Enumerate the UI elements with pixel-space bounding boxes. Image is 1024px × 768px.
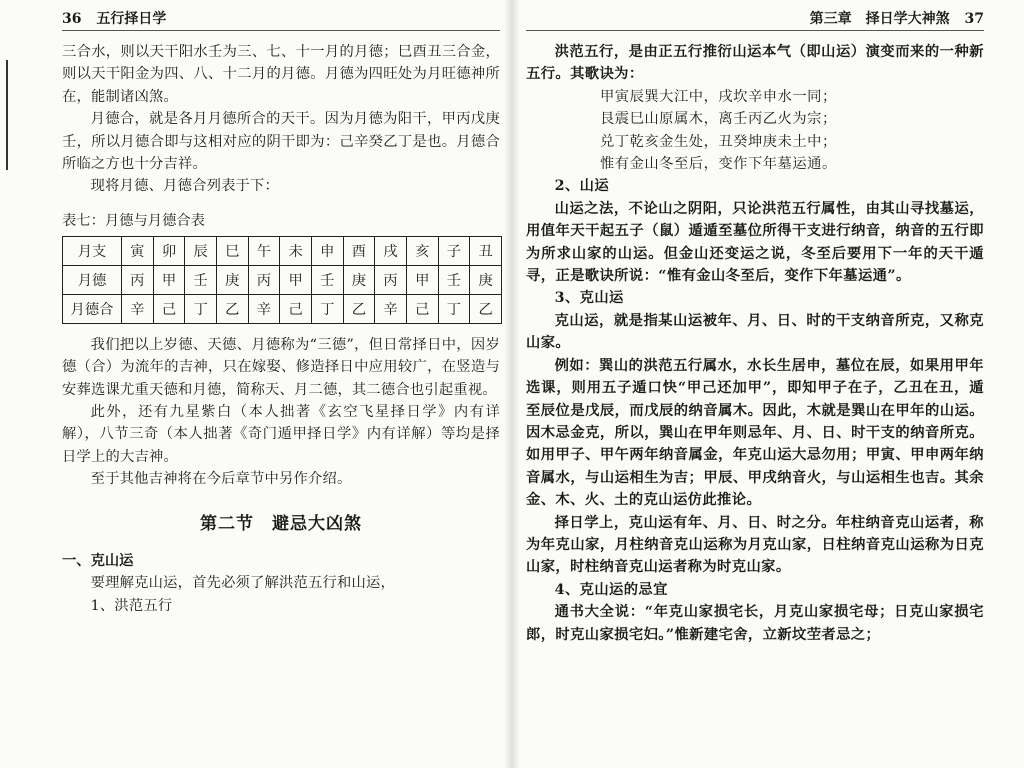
table-cell: 丙	[375, 265, 407, 294]
right-subheading-3: 4、克山运的忌宜	[554, 581, 668, 598]
table-cell: 酉	[343, 236, 375, 265]
table-cell: 己	[153, 294, 185, 323]
table-cell: 壬	[185, 265, 217, 294]
table-cell: 壬	[311, 265, 343, 294]
table-cell: 甲	[280, 265, 312, 294]
left-running-title: 五行择日学	[96, 11, 167, 27]
left-page-number: 36	[62, 11, 82, 27]
table-cell: 己	[280, 294, 312, 323]
table-cell: 丙	[122, 265, 154, 294]
left-paragraph-6: 至于其他吉神将在今后章节中另作介绍。	[90, 471, 352, 488]
table-cell: 壬	[438, 265, 470, 294]
table-cell: 乙	[216, 294, 248, 323]
table-cell: 巳	[216, 236, 248, 265]
right-running-title: 第三章 择日学大神煞	[809, 11, 950, 27]
table-caption: 表七：月德与月德合表	[62, 212, 205, 229]
table-cell: 庚	[343, 265, 375, 294]
right-running-head	[526, 8, 984, 31]
left-subheading-1: 一、克山运	[62, 552, 134, 569]
table-row	[63, 294, 502, 323]
verse-line: 兑丁乾亥金生处，丑癸坤庚未土中；	[600, 133, 837, 150]
table-cell: 甲	[406, 265, 438, 294]
table-cell: 丑	[470, 236, 502, 265]
table-row-header: 月支	[63, 236, 122, 265]
table-cell: 乙	[470, 294, 502, 323]
right-subheading-1: 2、山运	[554, 178, 610, 195]
right-subheading-2: 3、克山运	[554, 290, 624, 307]
right-paragraph-6: 通书大全说：“年克山家损宅长，月克山家损宅母；日克山家损宅郎，时克山家损宅妇。”惟新建宅舍，立新坟茔者忌之；	[526, 604, 984, 643]
table-cell: 丙	[248, 265, 280, 294]
table-cell: 申	[311, 236, 343, 265]
table-cell: 甲	[153, 265, 185, 294]
table-row-header: 月德合	[63, 294, 122, 323]
verse-line: 惟有金山冬至后，变作下年墓运通。	[600, 156, 837, 173]
monthly-virtue-table	[62, 236, 502, 324]
left-paragraph-5: 此外，还有九星紫白（本人拙著《玄空飞星择日学》内有详解），八节三奇（本人拙著《奇门遁甲择日学》内有详解）等均是择日学上的大吉神。	[62, 404, 500, 465]
left-paragraph-4: 我们把以上岁德、天德、月德称为“三德”，但日常择日中，因岁德（合）为流年的吉神，只在嫁娶、修造择日中应用较广，在竖造与安葬选课尤重天德和月德，简称天、月二德，其二德合也引起重视。	[62, 336, 500, 398]
table-cell: 丁	[311, 294, 343, 323]
table-cell: 丁	[438, 294, 470, 323]
table-row	[63, 265, 502, 294]
right-paragraph-2: 山运之法，不论山之阴阳，只论洪范五行属性，由其山寻找墓运，用值年天干起五子（鼠）遁遁至墓位所得干支进行纳音，纳音的五行即为所求山家的山运。但金山还变运之说，冬至后要用下一年的天干遁寻，正是歌诀所说：“惟有金山冬至后，变作下年墓运通”。	[526, 200, 984, 285]
verse-line: 甲寅辰巽大江中，戌坎辛申水一同；	[600, 88, 837, 105]
left-paragraph-2: 月德合，就是各月月德所合的天干。因为月德为阳干，甲丙戊庚壬，所以月德合即与这相对应的阴干即为：己辛癸乙丁是也。月德合所临之方也十分吉祥。	[62, 111, 500, 173]
table-cell: 午	[248, 236, 280, 265]
table-cell: 寅	[122, 236, 154, 265]
table-cell: 子	[438, 236, 470, 265]
right-page	[512, 0, 1024, 768]
table-cell: 戌	[375, 236, 407, 265]
table-row	[63, 236, 502, 265]
table-cell: 亥	[406, 236, 438, 265]
table-cell: 庚	[470, 265, 502, 294]
section-title: 第二节 避忌大凶煞	[200, 513, 362, 534]
table-cell: 庚	[216, 265, 248, 294]
left-paragraph-3: 现将月德、月德合列表于下：	[90, 178, 280, 195]
left-paragraph-7: 要理解克山运，首先必须了解洪范五行和山运，	[90, 575, 396, 592]
table-cell: 未	[280, 236, 312, 265]
right-paragraph-4: 例如：巽山的洪范五行属水，水长生居申，墓位在辰，如果用甲年选课，则用五子遁口快“甲己还加甲”，即知甲子在子，乙丑在丑，遁至辰位是戊辰，而戊辰的纳音属木。因此，木就是巽山在甲年的山运。因木忌金克，所以，巽山在甲年则忌年、月、日、时干支的纳音所克。如用甲子、甲午两年纳音属金，年克山运大忌勿用；甲寅、甲申两年纳音属水，与山运相生为吉；甲辰、甲戌纳音火，与山运相生也吉。其余金、木、火、土的克山运仿此推论。	[526, 357, 984, 509]
right-paragraph-3: 克山运，就是指某山运被年、月、日、时的干支纳音所克，又称克山家。	[526, 312, 984, 352]
table-cell: 乙	[343, 294, 375, 323]
right-page-number: 37	[964, 11, 984, 27]
left-subheading-2: 1、洪范五行	[90, 597, 173, 614]
right-paragraph-1: 洪范五行，是由正五行推衍山运本气（即山运）演变而来的一种新五行。其歌诀为：	[526, 44, 984, 83]
table-cell: 辛	[248, 294, 280, 323]
right-paragraph-5: 择日学上，克山运有年、月、日、时之分。年柱纳音克山运者，称为年克山家，月柱纳音克山运称为月克山家，日柱纳音克山运称为日克山家，时柱纳音克山运者称为时克山家。	[526, 514, 984, 576]
left-paragraph-1: 三合水，则以天干阳水壬为三、七、十一月的月德；巳酉丑三合金，则以天干阳金为四、八、十二月的月德。月德为四旺处为月旺德神所在，能制诸凶煞。	[62, 44, 500, 105]
table-cell: 辰	[185, 236, 217, 265]
table-row-header: 月德	[63, 265, 122, 294]
verse-line: 艮震巳山原属木，离壬丙乙火为宗；	[600, 111, 837, 128]
left-running-head	[62, 8, 500, 31]
table-cell: 辛	[375, 294, 407, 323]
table-cell: 己	[406, 294, 438, 323]
table-cell: 丁	[185, 294, 217, 323]
table-cell: 卯	[153, 236, 185, 265]
table-cell: 辛	[122, 294, 154, 323]
